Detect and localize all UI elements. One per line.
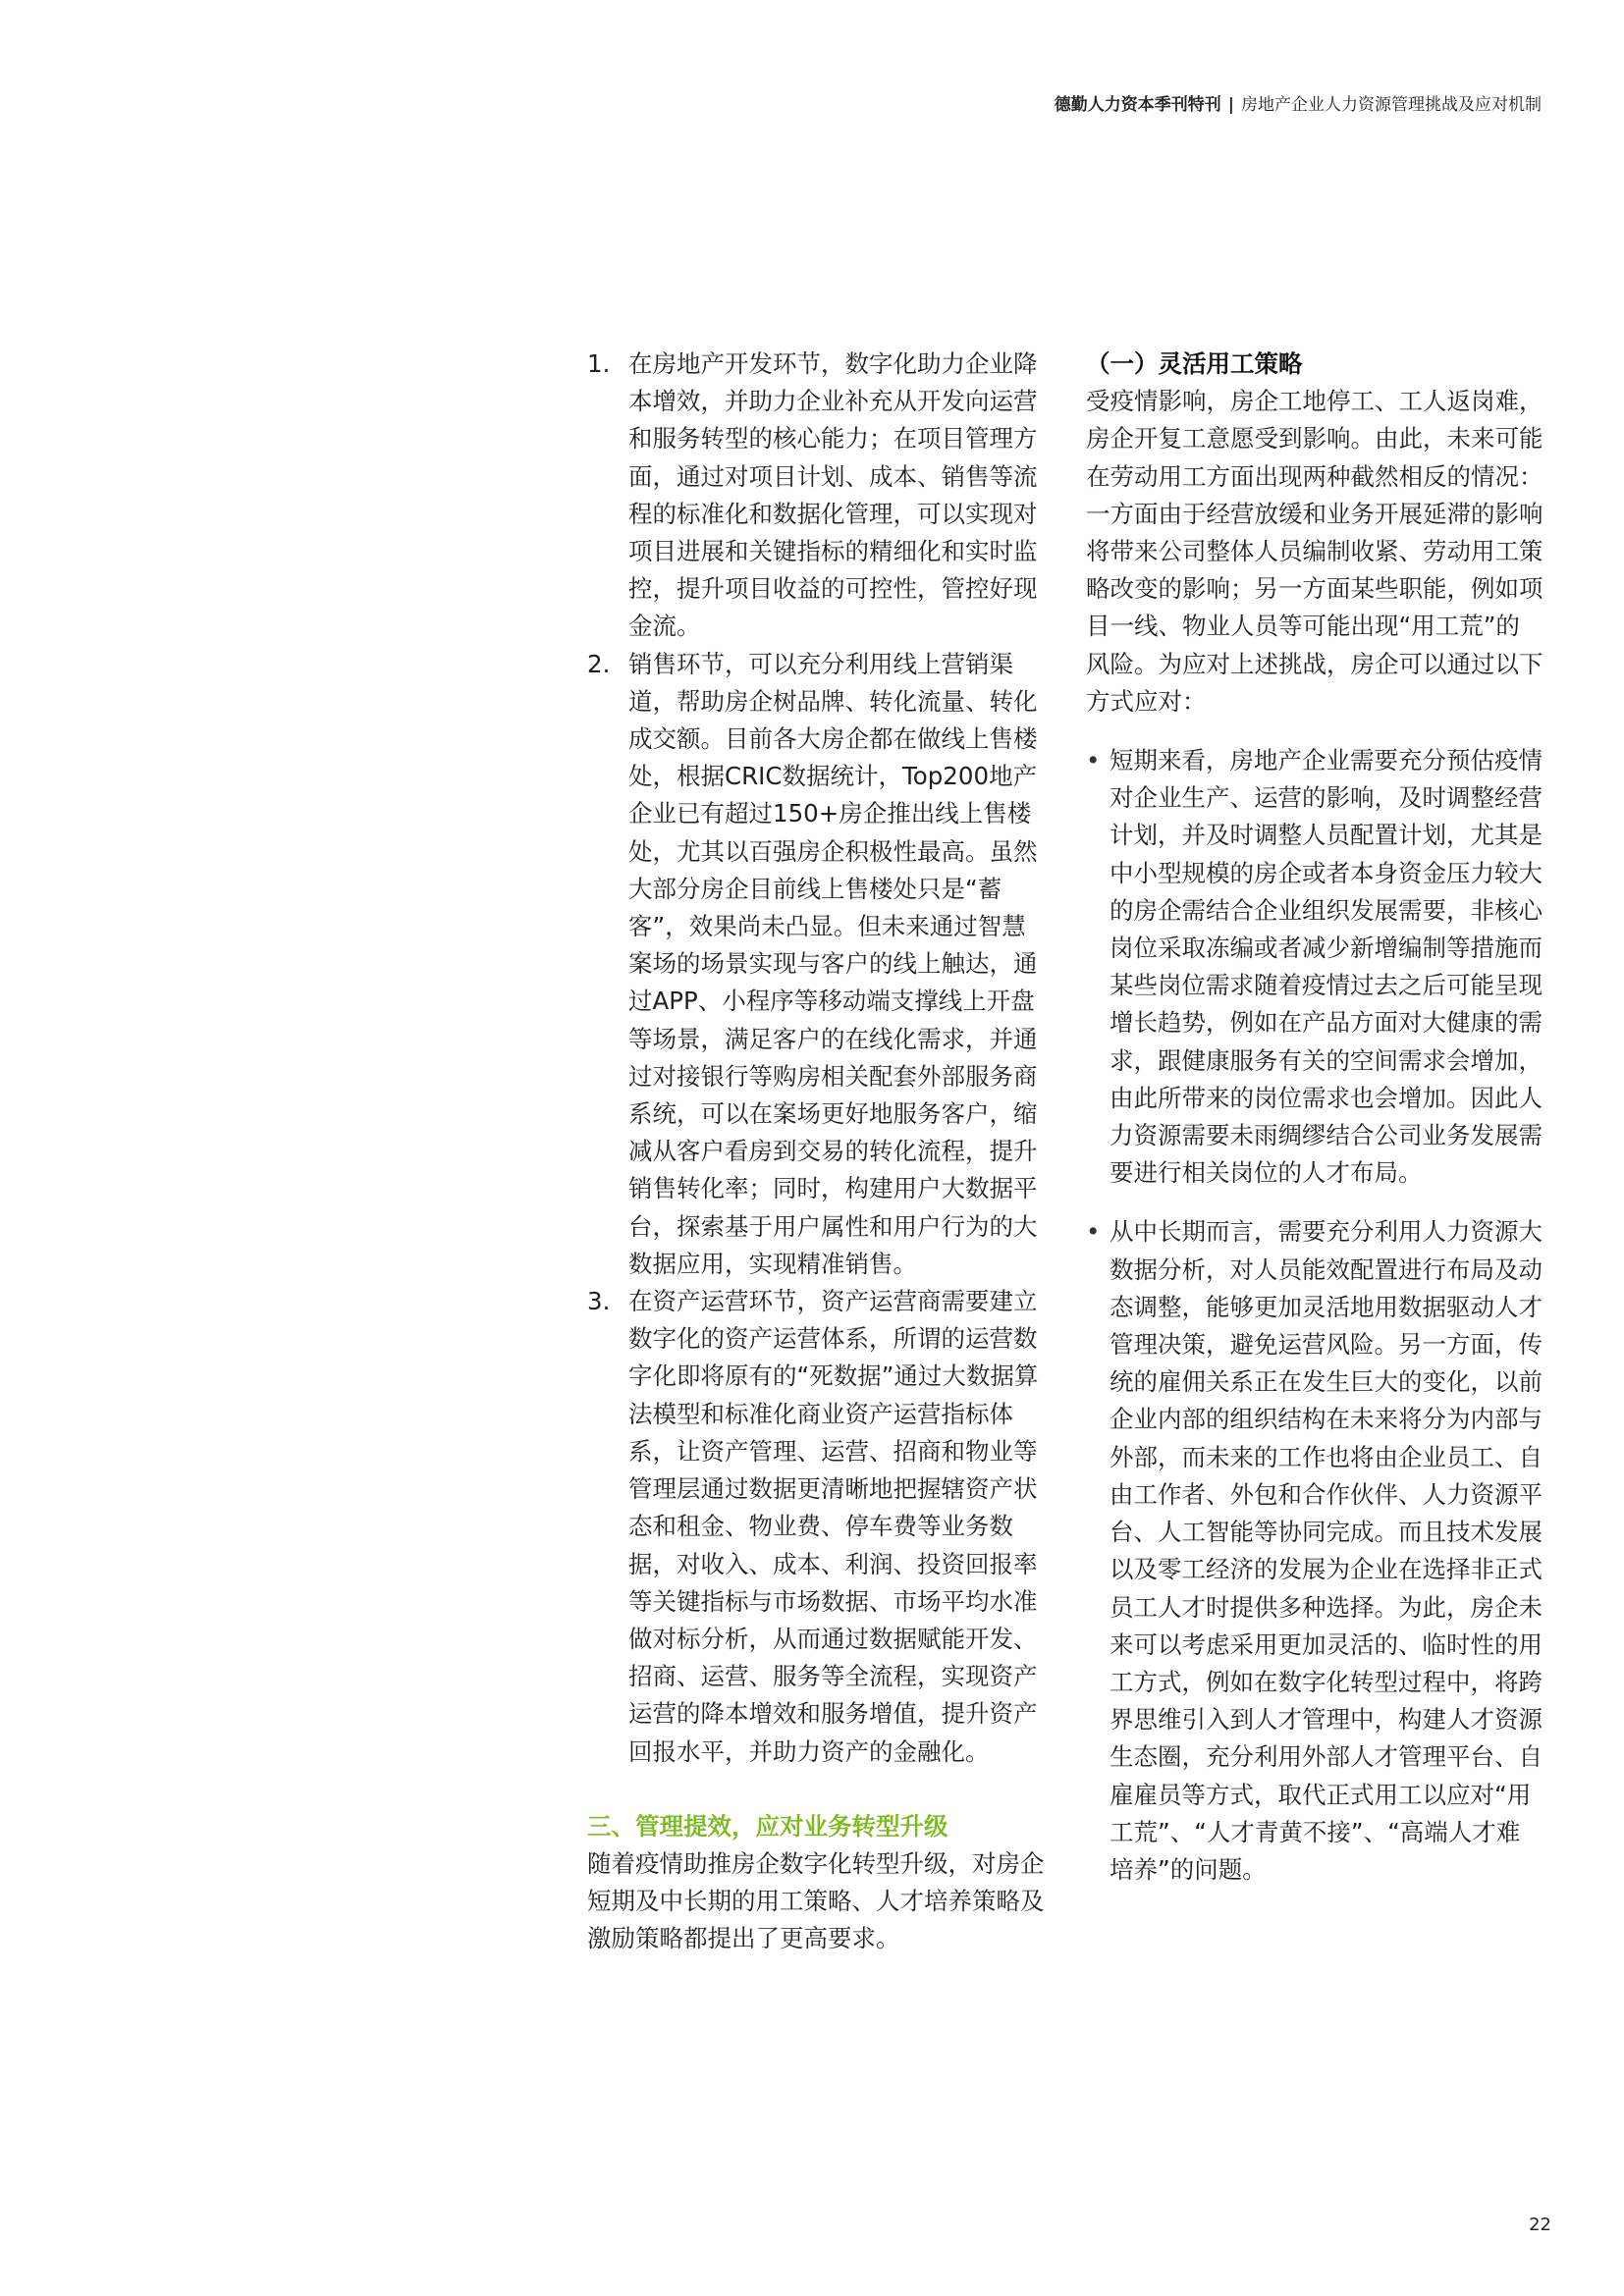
left-column <box>587 346 1045 1958</box>
bullet-item <box>1086 1213 1543 1889</box>
article-title: 房地产企业人力资源管理挑战及应对机制 <box>1241 95 1542 115</box>
list-text: 在房地产开发环节，数字化助力企业降本增效，并助力企业补充从开发向运营和服务转型的核心能力；在项目管理方面，通过对项目计划、成本、销售等流程的标准化和数据化管理，可以实现对项目进展和关键指标的精细化和实时监控，提升项目收益的可控性，管控好现金流。 <box>628 349 1038 641</box>
page-number: 22 <box>1529 2215 1551 2235</box>
subsection-heading: （一）灵活用工策略 <box>1086 349 1303 378</box>
header-separator: | <box>1227 95 1234 115</box>
section-paragraph: 随着疫情助推房企数字化转型升级，对房企短期及中长期的用工策略、人才培养策略及激励策略都提出了更高要求。 <box>587 1848 1045 1953</box>
list-text: 销售环节，可以充分利用线上营销渠道，帮助房企树品牌、转化流量、转化成交额。目前各大房企都在做线上售楼处，根据CRIC数据统计，Top200地产企业已有超过150+房企推出线上售楼处，尤其以百强房企积极性最高。虽然大部分房企目前线上售楼处只是“蓄客”，效果尚未凸显。但未来通过智慧案场的场景实现与客户的线上触达，通过APP、小程序等移动端支撑线上开盘等场景，满足客户的在线化需求，并通过对接银行等购房相关配套外部服务商系统，可以在案场更好地服务客户，缩减从客户看房到交易的转化流程，提升销售转化率；同时，构建用户大数据平台，探索基于用户属性和用户行为的大数据应用，实现精准销售。 <box>628 649 1038 1278</box>
list-text: 在资产运营环节，资产运营商需要建立数字化的资产运营体系，所谓的运营数字化即将原有的“死数据”通过大数据算法模型和标准化商业资产运营指标体系，让资产管理、运营、招商和物业等管理层通过数据更清晰地把握辖资产状态和租金、物业费、停车费等业务数据，对收入、成本、利润、投资回报率等关键指标与市场数据、市场平均水准做对标分析，从而通过数据赋能开发、招商、运营、服务等全流程，实现资产运营的降本增效和服务增值，提升资产回报水平，并助力资产的金融化。 <box>628 1287 1039 1766</box>
bullet-text: 从中长期而言，需要充分利用人力资源大数据分析，对人员能效配置进行布局及动态调整，能够更加灵活地用数据驱动人才管理决策，避免运营风险。另一方面，传统的雇佣关系正在发生巨大的变化，以前企业内部的组织结构在未来将分为内部与外部，而未来的工作也将由企业员工、自由工作者、外包和合作伙伴、人力资源平台、人工智能等协同完成。而且技术发展以及零工经济的发展为企业在选择非正式员工人才时提供多种选择。为此，房企未来可以考虑采用更加灵活的、临时性的用工方式，例如在数字化转型过程中，将跨界思维引入到人才管理中，构建人才资源生态圈，充分利用外部人才管理平台、自雇雇员等方式，取代正式用工以应对“用工荒”、“人才青黄不接”、“高端人才难培养”的问题。 <box>1110 1217 1543 1884</box>
bullet-icon: • <box>1086 746 1101 775</box>
list-item <box>587 646 1045 1283</box>
section-heading: 三、管理提效，应对业务转型升级 <box>587 1811 948 1841</box>
intro-paragraph: 受疫情影响，房企工地停工、工人返岗难，房企开复工意愿受到影响。由此，未来可能在劳动用工方面出现两种截然相反的情况：一方面由于经营放缓和业务开展延滞的影响将带来公司整体人员编制收紧、劳动用工策略改变的影响；另一方面某些职能，例如项目一线、物业人员等可能出现“用工荒”的风险。为应对上述挑战，房企可以通过以下方式应对： <box>1086 387 1543 716</box>
bullet-icon: • <box>1086 1217 1101 1247</box>
running-header <box>1055 90 1542 115</box>
right-column <box>1086 346 1543 1889</box>
bullet-item <box>1086 742 1543 1192</box>
bullet-text: 短期来看，房地产企业需要充分预估疫情对企业生产、运营的影响，及时调整经营计划，并及时调整人员配置计划，尤其是中小型规模的房企或者本身资金压力较大的房企需结合企业组织发展需要，非核心岗位采取冻编或者减少新增编制等措施而某些岗位需求随着疫情过去之后可能呈现增长趋势，例如在产品方面对大健康的需求，跟健康服务有关的空间需求会增加，由此所带来的岗位需求也会增加。因此人力资源需要未雨绸缪结合公司业务发展需要进行相关岗位的人才布局。 <box>1110 746 1543 1188</box>
list-number: 1. <box>587 349 611 378</box>
list-item <box>587 1283 1045 1771</box>
list-item <box>587 346 1045 646</box>
list-number: 3. <box>587 1287 611 1316</box>
publication-name: 德勤人力资本季刊特刊 <box>1054 95 1221 115</box>
list-number: 2. <box>587 649 611 678</box>
